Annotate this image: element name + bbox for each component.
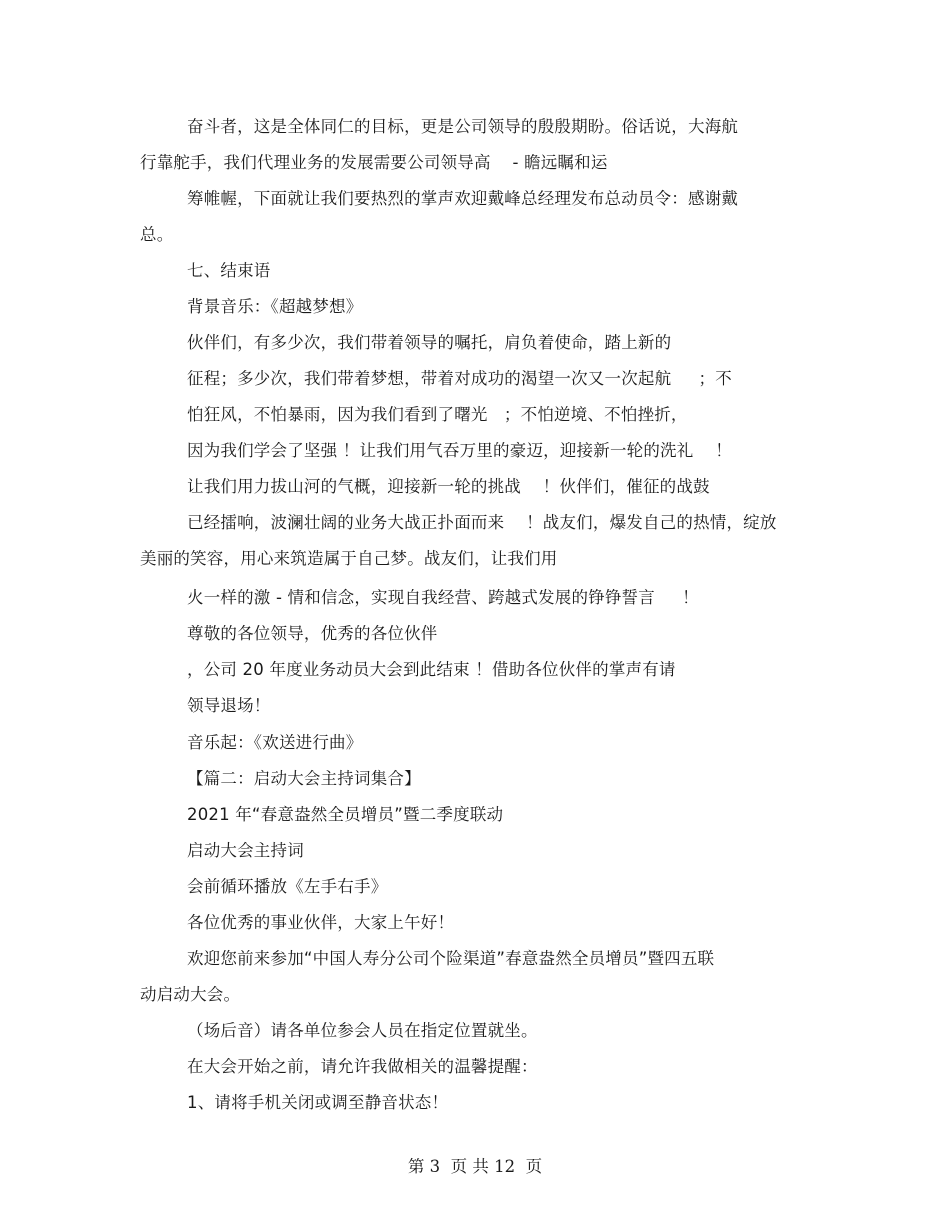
text-line: 已经擂响，波澜壮阔的业务大战正扑面而来 ！战友们，爆发自己的热情，绽放 [187, 513, 777, 532]
text-line: 行靠舵手，我们代理业务的发展需要公司领导高 - 瞻远瞩和运 [140, 153, 608, 172]
text-line: 音乐起：《欢送进行曲》 [187, 733, 363, 752]
text-line: 火一样的激 - 情和信念，实现自我经营、跨越式发展的铮铮誓言 ！ [187, 588, 699, 607]
section-heading: 【篇二：启动大会主持词集合】 [187, 769, 421, 788]
text-line: 征程；多少次，我们带着梦想，带着对成功的渴望一次又一次起航 ；不 [187, 369, 732, 388]
text-line: 总。 [140, 225, 174, 244]
text-line: 领导退场！ [187, 696, 271, 715]
text-line: （场后音）请各单位参会人员在指定位置就坐。 [187, 1021, 538, 1040]
text-line: 奋斗者，这是全体同仁的目标，更是公司领导的殷殷期盼。俗话说，大海航 [187, 117, 739, 136]
text-line: 因为我们学会了坚强 ！让我们用气吞万里的豪迈，迎接新一轮的洗礼 ！ [187, 441, 732, 460]
text-line: 会前循环播放《左手右手》 [187, 877, 388, 896]
text-line: 背景音乐：《超越梦想》 [187, 297, 363, 316]
text-line: 筹帷幄，下面就让我们要热烈的掌声欢迎戴峰总经理发布总动员令：感谢戴 [187, 189, 739, 208]
text-line: 2021 年“春意盎然全员增员”暨二季度联动 [187, 805, 504, 824]
page-number-footer: 第 3 页 共 12 页 [407, 1157, 543, 1176]
text-line: 伙伴们，有多少次，我们带着领导的嘱托，肩负着使命，踏上新的 [187, 333, 672, 352]
text-line: 启动大会主持词 [187, 841, 304, 860]
section-heading: 七、结束语 [187, 261, 271, 280]
text-line: 在大会开始之前，请允许我做相关的温馨提醒： [187, 1057, 538, 1076]
text-line: 1、请将手机关闭或调至静音状态！ [187, 1093, 449, 1112]
text-line: 欢迎您前来参加“中国人寿分公司个险渠道”春意盎然全员增员”暨四五联 [187, 949, 715, 968]
text-line: 尊敬的各位领导，优秀的各位伙伴 [187, 624, 438, 643]
text-line: 美丽的笑容，用心来筑造属于自己梦。战友们，让我们用 [140, 549, 558, 568]
text-line: ，公司 20 年度业务动员大会到此结束 ！借助各位伙伴的掌声有请 [187, 660, 676, 679]
text-line: 动启动大会。 [140, 985, 241, 1004]
text-line: 各位优秀的事业伙伴，大家上午好！ [187, 913, 455, 932]
text-line: 让我们用力拔山河的气概，迎接新一轮的挑战 ！伙伴们，催征的战鼓 [187, 477, 710, 496]
text-line: 怕狂风，不怕暴雨，因为我们看到了曙光 ；不怕逆境、不怕挫折， [187, 405, 688, 424]
